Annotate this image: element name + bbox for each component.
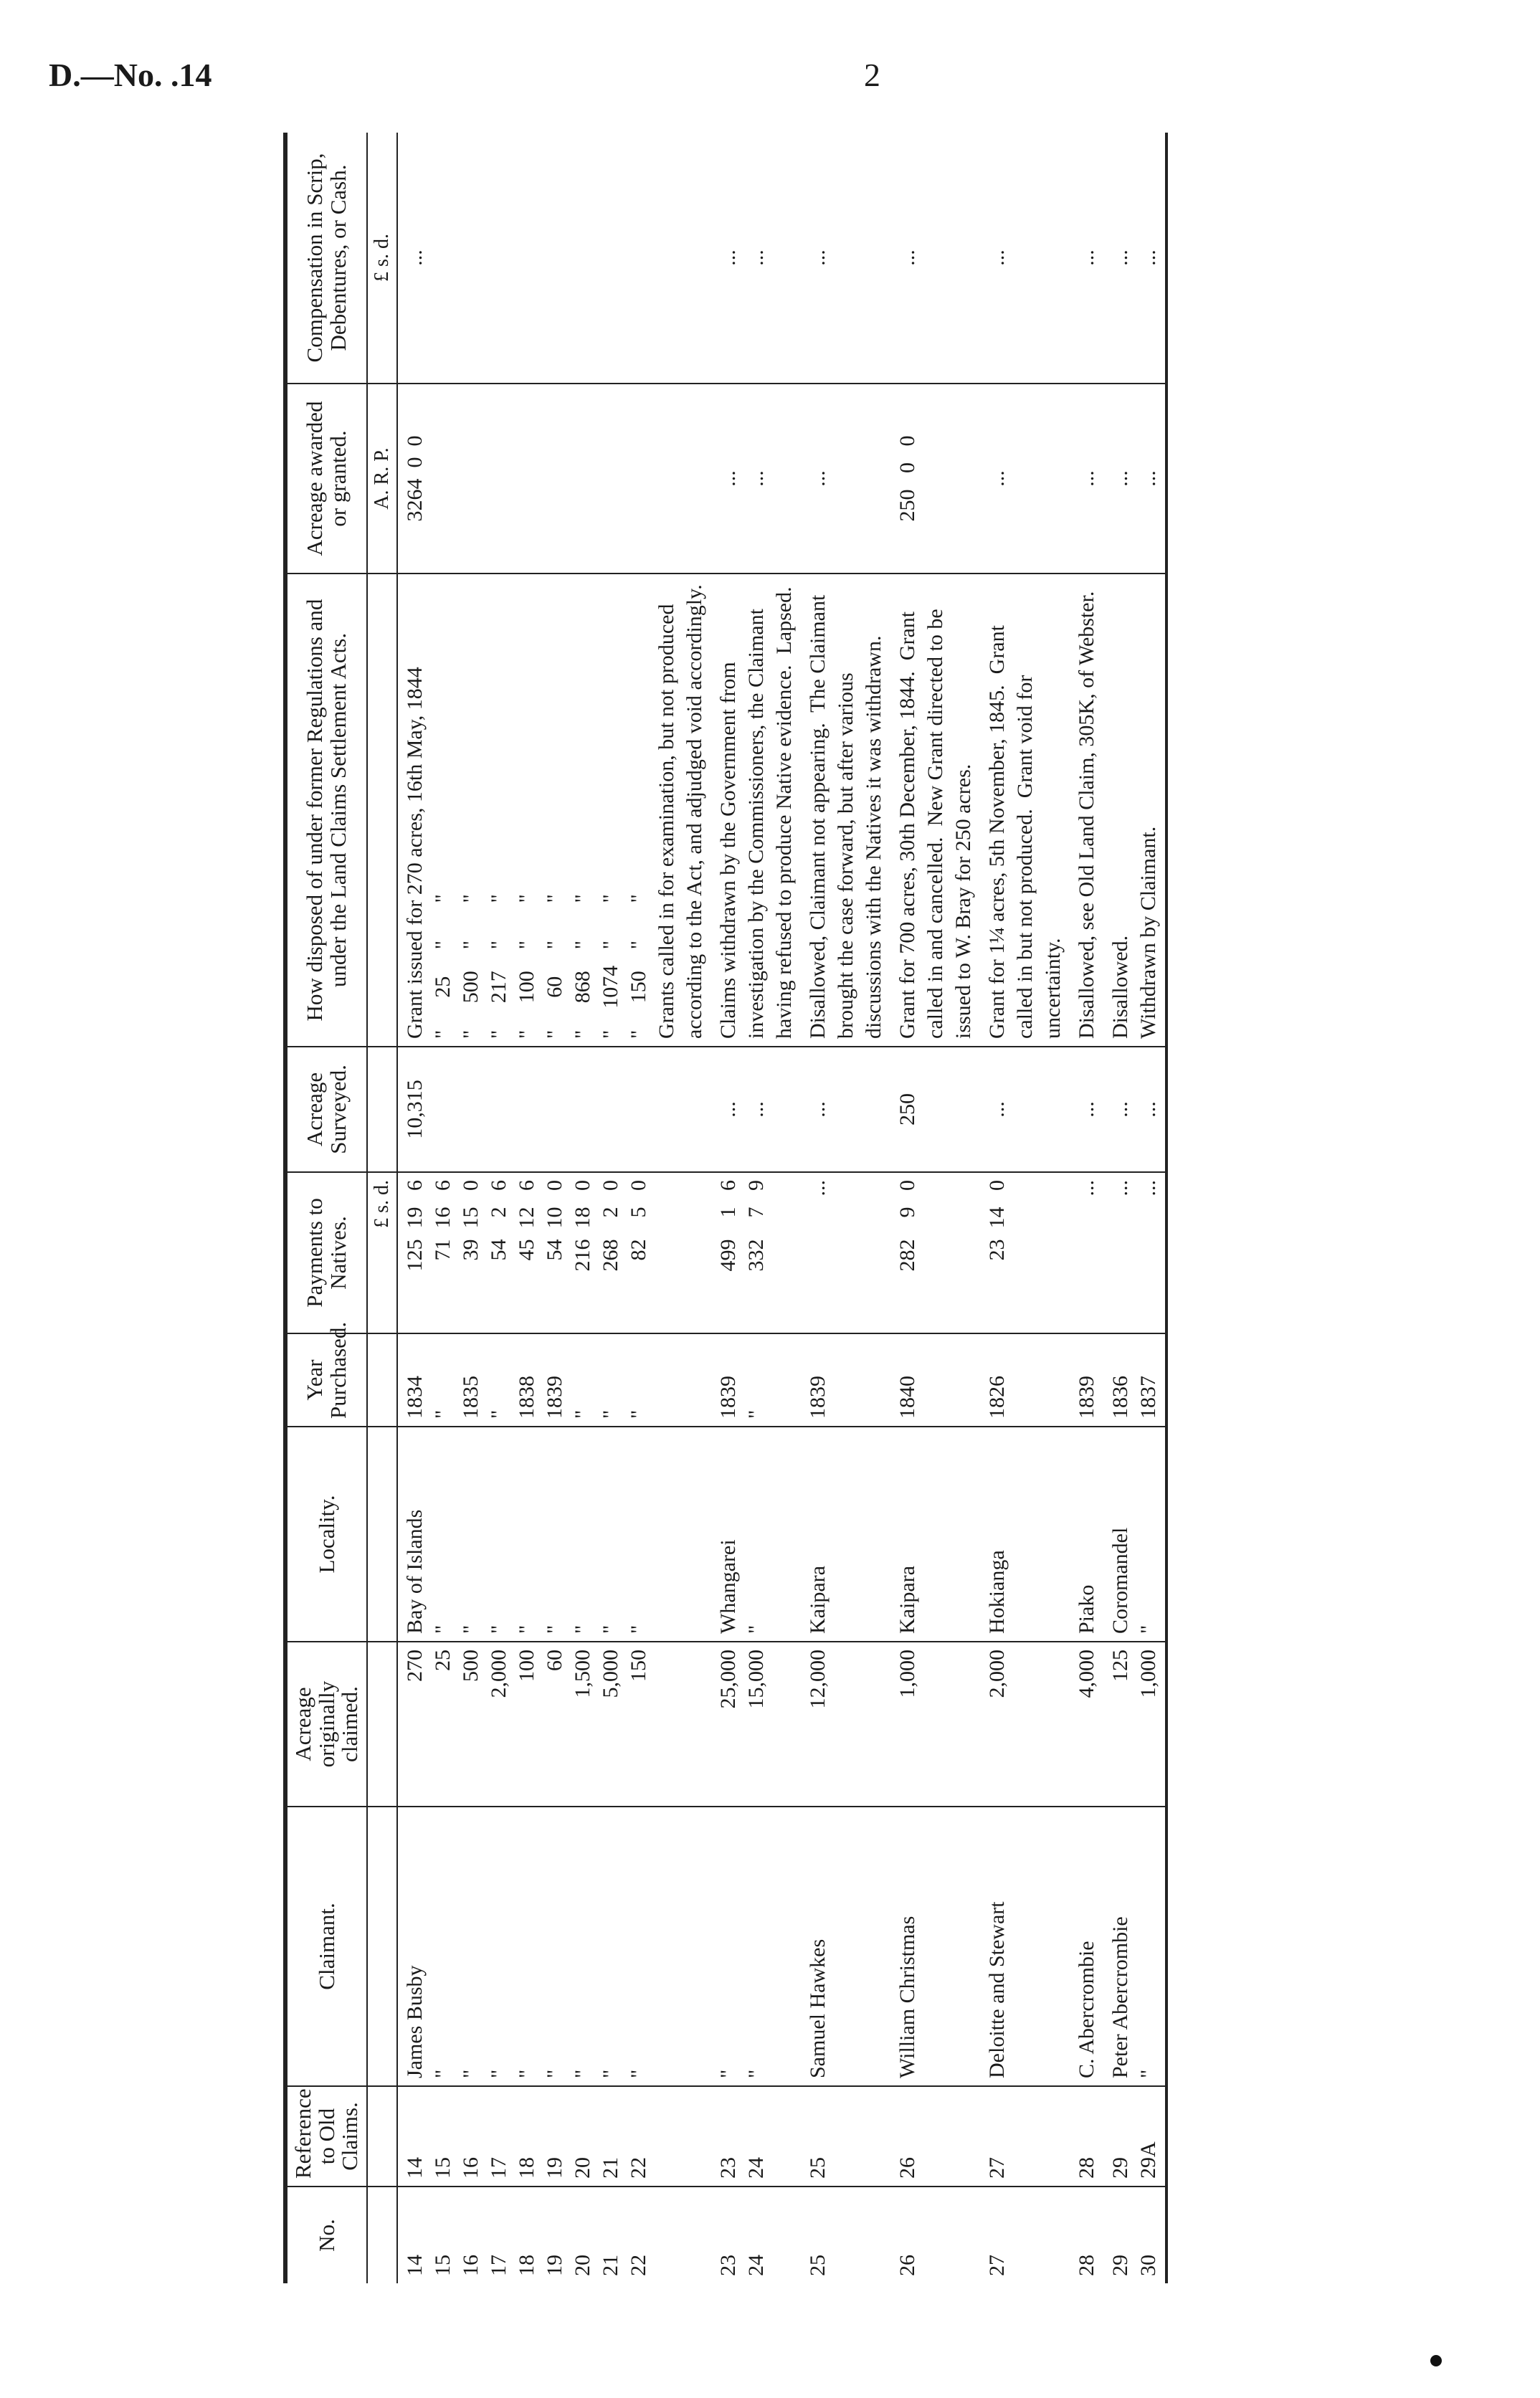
payments-text: 499 1 6 332 7 9 [716,1180,768,1272]
cell-acreage [397,1642,711,1807]
cell-awarded [397,384,711,574]
cell-payments [397,1172,711,1333]
cell-locality [980,1427,1070,1642]
acreage-text: 12,000 [805,1650,830,1709]
ref-text: 29 29A [1108,2141,1160,2179]
claimant-text: William Christmas [895,1916,919,2078]
cell-locality [711,1427,801,1642]
payments-text: ... [1074,1180,1098,1196]
disposed-text: Claims withdrawn by the Government from investigation by the Commissioners, the Claimant having refused to produce Native evidence. Lapsed. [716,586,796,1039]
surveyed-text: 10,315 [402,1080,427,1139]
cell-payments [980,1172,1070,1333]
claim-group-row [980,133,1070,2283]
compensation-text: ... [1074,249,1098,266]
page-number: 2 [864,57,880,93]
cell-claimant [1103,1807,1166,2086]
cell-no [1103,2187,1166,2283]
cell-surveyed [801,1047,890,1172]
cell-ref [890,2086,980,2187]
cell-year [711,1333,801,1427]
cell-disposed [890,574,980,1047]
cell-acreage [980,1642,1070,1807]
cell-awarded [1103,384,1166,574]
surveyed-text: ... ... [716,1101,768,1118]
acreage-text: 125 1,000 [1108,1650,1160,1698]
cell-no [890,2187,980,2283]
cell-no [980,2187,1070,2283]
cell-acreage [711,1642,801,1807]
compensation-text: ... ... [716,249,768,266]
awarded-text: ... ... [1108,470,1160,487]
no-text: 29 30 [1108,2255,1160,2276]
cell-awarded [890,384,980,574]
cell-no [1070,2187,1103,2283]
year-text: 1834 " 1835 " 1838 1839 " " " [402,1376,650,1419]
cell-ref [1103,2086,1166,2187]
ink-speck [1430,2355,1442,2366]
cell-surveyed [1103,1047,1166,1172]
cell-locality [397,1427,711,1642]
awarded-text: ... [1074,470,1098,487]
awarded-text: ... ... [716,470,768,487]
cell-surveyed [711,1047,801,1172]
cell-disposed [801,574,890,1047]
cell-compensation [980,133,1070,384]
compensation-text: ... ... [1108,249,1160,266]
ref-text: 27 [984,2157,1009,2179]
claimant-text: " " [716,2069,768,2078]
units-row [367,133,397,2283]
cell-acreage [801,1642,890,1807]
surveyed-text: ... [805,1101,830,1118]
cell-compensation [801,133,890,384]
col-header-locality: Locality. [285,1427,367,1642]
claim-group-row [801,133,890,2283]
cell-compensation [1103,133,1166,384]
cell-disposed [711,574,801,1047]
acreage-text: 2,000 [984,1650,1009,1698]
cell-payments [890,1172,980,1333]
cell-claimant [1070,1807,1103,2086]
cell-locality [801,1427,890,1642]
claim-group-row [711,133,801,2283]
cell-no [711,2187,801,2283]
payments-text: ... ... [1108,1180,1160,1196]
cell-ref [980,2086,1070,2187]
payments-text: 125 19 6 71 16 6 39 15 0 54 2 6 45 12 6 54 10 0 216 18 0 268 2 0 82 5 0 [402,1180,650,1272]
cell-compensation [1070,133,1103,384]
cell-year [1070,1333,1103,1427]
cell-ref [711,2086,801,2187]
locality-text: Bay of Islands " " " " " " " " [402,1509,650,1634]
claimant-text: Peter Abercrombie " [1108,1916,1160,2078]
col-header-year: Year Purchased. [285,1333,367,1427]
cell-surveyed [1070,1047,1103,1172]
cell-claimant [980,1807,1070,2086]
cell-surveyed [890,1047,980,1172]
cell-no [801,2187,890,2283]
disposed-text: Disallowed, Claimant not appearing. The Claimant brought the case forward, but after various discussions with the Natives it was withdrawn. [805,589,885,1039]
surveyed-text: ... [984,1101,1009,1118]
disposed-text: Grant for 1¼ acres, 5th November, 1845. Grant called in but not produced. Grant void for uncertainty. [984,619,1065,1039]
ref-text: 14 15 16 17 18 19 20 21 22 [402,2157,650,2179]
cell-disposed [980,574,1070,1047]
cell-year [801,1333,890,1427]
cell-awarded [801,384,890,574]
claim-group-row [397,133,711,2283]
cell-surveyed [980,1047,1070,1172]
disposed-text: Grant for 700 acres, 30th December, 1844. Grant called in and cancelled. New Grant directed to be issued to W. Bray for 250 acres. [895,603,975,1039]
col-header-disposition: How disposed of under former Regulations and under the Land Claims Settlement Acts. [285,574,367,1047]
disposed-text: Disallowed, see Old Land Claim, 305K, of Webster. [1074,591,1098,1039]
col-header-acreage-awarded: Acreage awarded or granted. [285,384,367,574]
col-header-reference: Reference to Old Claims. [285,2086,367,2187]
cell-awarded [711,384,801,574]
acreage-text: 270 25 500 2,000 100 60 1,500 5,000 150 [402,1650,650,1698]
cell-compensation [711,133,801,384]
acreage-text: 25,000 15,000 [716,1650,768,1709]
locality-text: Piako [1074,1584,1098,1634]
cell-claimant [711,1807,801,2086]
cell-locality [1103,1427,1166,1642]
payments-units: £ s. d. [367,1172,397,1333]
acreage-text: 1,000 [895,1650,919,1698]
ref-text: 25 [805,2157,830,2179]
year-text: 1836 1837 [1108,1376,1160,1419]
surveyed-text: 250 [895,1093,919,1126]
compensation-text: ... [402,249,427,266]
cell-claimant [397,1807,711,2086]
document-series-label: D.—No. .14 [49,57,212,93]
awarded-text: ... [984,470,1009,487]
col-header-compensation: Compensation in Scrip, Debentures, or Cash. [285,133,367,384]
no-text: 28 [1074,2255,1098,2276]
cell-awarded [980,384,1070,574]
col-header-acreage-surveyed: Acreage Surveyed. [285,1047,367,1172]
claimant-text: Deloitte and Stewart [984,1901,1009,2078]
payments-text: ... [805,1180,830,1196]
awarded-text: 3264 0 0 [402,435,427,522]
awarded-text: ... [805,470,830,487]
locality-text: Hokianga [984,1550,1009,1634]
claim-group-row [1103,133,1166,2283]
payments-text: 282 9 0 [895,1180,919,1272]
no-text: 25 [805,2255,830,2276]
cell-acreage [1103,1642,1166,1807]
col-header-acreage-claimed: Acreage originally claimed. [285,1642,367,1807]
claimant-text: Samuel Hawkes [805,1938,830,2078]
year-text: 1839 [805,1376,830,1419]
awarded-units: A. R. P. [367,384,397,574]
col-header-payments: Payments to Natives. [285,1172,367,1333]
cell-year [980,1333,1070,1427]
cell-acreage [890,1642,980,1807]
awarded-text: 250 0 0 [895,435,919,522]
cell-disposed [1070,574,1103,1047]
payments-text: 23 14 0 [984,1180,1009,1261]
ref-text: 26 [895,2157,919,2179]
cell-ref [801,2086,890,2187]
claimant-text: James Busby " " " " " " " " [402,1965,650,2078]
compensation-text: ... [984,249,1009,266]
cell-ref [1070,2086,1103,2187]
locality-text: Coromandel " [1108,1527,1160,1634]
disposed-text: Grant issued for 270 acres, 16th May, 1844 " 25 " " " 500 " " " 217 " " " 100 " " " 60 " " " 868 " " " 1074 " " " 150 " " Grants called in for examination, but not produced according to the Act, and adjudged void accordingly. [402,584,706,1039]
compensation-units: £ s. d. [367,133,397,384]
disposed-text: Disallowed. Withdrawn by Claimant. [1108,826,1160,1039]
year-text: 1840 [895,1376,919,1419]
table-header-row [285,133,367,2283]
ref-text: 28 [1074,2157,1098,2179]
cell-claimant [890,1807,980,2086]
year-text: 1839 " [716,1376,768,1419]
cell-payments [1070,1172,1103,1333]
no-text: 23 24 [716,2255,768,2276]
cell-locality [890,1427,980,1642]
locality-text: Whangarei " [716,1539,768,1634]
ref-text: 23 24 [716,2157,768,2179]
claimant-text: C. Abercrombie [1074,1941,1098,2078]
cell-awarded [1070,384,1103,574]
compensation-text: ... [895,249,919,266]
surveyed-text: ... [1074,1101,1098,1118]
cell-locality [1070,1427,1103,1642]
cell-no [397,2187,711,2283]
acreage-text: 4,000 [1074,1650,1098,1698]
cell-claimant [801,1807,890,2086]
cell-payments [711,1172,801,1333]
col-header-no: No. [285,2187,367,2283]
locality-text: Kaipara [895,1566,919,1634]
cell-year [890,1333,980,1427]
locality-text: Kaipara [805,1566,830,1634]
cell-compensation [397,133,711,384]
no-text: 26 [895,2255,919,2276]
claim-group-row [890,133,980,2283]
cell-payments [1103,1172,1166,1333]
cell-compensation [890,133,980,384]
cell-ref [397,2086,711,2187]
surveyed-text: ... ... [1108,1101,1160,1118]
land-claims-table [283,133,1168,2283]
year-text: 1826 [984,1376,1009,1419]
claim-group-row [1070,133,1103,2283]
no-text: 14 15 16 17 18 19 20 21 22 [402,2255,650,2276]
rotated-claims-table-wrapper [283,133,1473,2283]
cell-payments [801,1172,890,1333]
col-header-claimant: Claimant. [285,1807,367,2086]
compensation-text: ... [805,249,830,266]
cell-surveyed [397,1047,711,1172]
cell-disposed [1103,574,1166,1047]
no-text: 27 [984,2255,1009,2276]
cell-year [397,1333,711,1427]
cell-year [1103,1333,1166,1427]
year-text: 1839 [1074,1376,1098,1419]
cell-acreage [1070,1642,1103,1807]
cell-disposed [397,574,711,1047]
